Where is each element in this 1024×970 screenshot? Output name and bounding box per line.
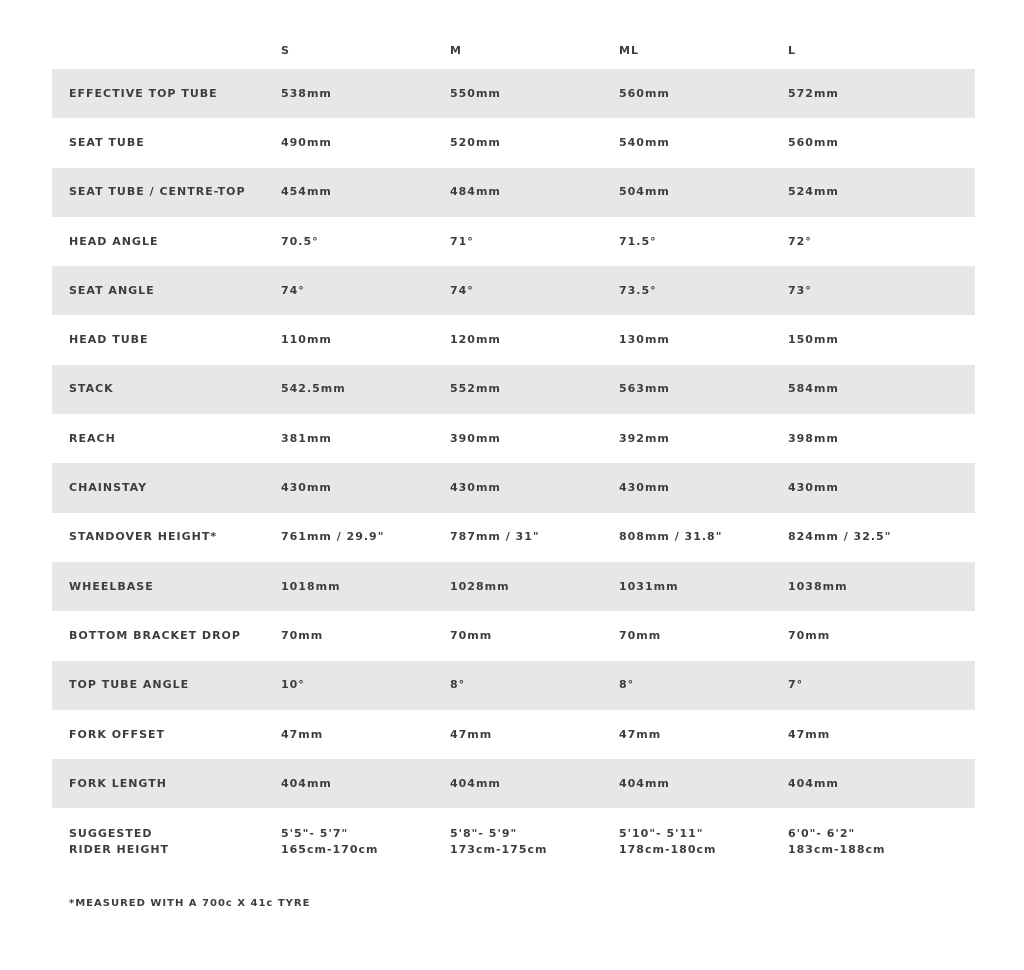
row-label: SEAT ANGLE xyxy=(69,283,155,297)
rider-height-imperial: 5'10"- 5'11" xyxy=(619,826,704,840)
row-value: 71.5° xyxy=(619,234,657,248)
rider-height-metric: 178cm-180cm xyxy=(619,842,717,856)
row-label: BOTTOM BRACKET DROP xyxy=(69,628,241,642)
footnote: *MEASURED WITH A 700c X 41c TYRE xyxy=(69,898,311,909)
table-row xyxy=(52,69,975,118)
row-value: 520mm xyxy=(450,135,501,149)
row-value: 70mm xyxy=(450,628,493,642)
row-value: 71° xyxy=(450,234,474,248)
size-header-ml: ML xyxy=(619,43,639,57)
rider-height-metric: 183cm-188cm xyxy=(788,842,886,856)
table-row xyxy=(52,414,975,463)
row-value: 550mm xyxy=(450,86,501,100)
rider-height-imperial: 5'5"- 5'7" xyxy=(281,826,349,840)
table-row xyxy=(52,365,975,414)
table-row xyxy=(52,710,975,759)
header-spacer xyxy=(52,49,281,51)
row-value: 7° xyxy=(788,678,804,692)
row-value: 70mm xyxy=(281,628,324,642)
row-value: 110mm xyxy=(281,333,332,347)
table-row xyxy=(52,217,975,266)
row-value: 390mm xyxy=(450,431,501,445)
row-label: FORK OFFSET xyxy=(69,727,166,741)
row-value: 70.5° xyxy=(281,234,319,248)
row-label: STANDOVER HEIGHT* xyxy=(69,530,218,544)
table-row xyxy=(52,266,975,315)
row-label: HEAD TUBE xyxy=(69,333,149,347)
row-label: SEAT TUBE / CENTRE-TOP xyxy=(69,185,246,199)
rider-height-imperial: 6'0"- 6'2" xyxy=(788,826,856,840)
row-label: WHEELBASE xyxy=(69,579,154,593)
row-value: 47mm xyxy=(619,727,662,741)
row-value: 584mm xyxy=(788,382,839,396)
row-label: TOP TUBE ANGLE xyxy=(69,678,190,692)
row-value: 1031mm xyxy=(619,579,679,593)
row-value: 404mm xyxy=(450,776,501,790)
rider-height-metric: 165cm-170cm xyxy=(281,842,379,856)
row-value: 504mm xyxy=(619,185,670,199)
rider-height-imperial: 5'8"- 5'9" xyxy=(450,826,518,840)
row-value: 404mm xyxy=(619,776,670,790)
row-value: 130mm xyxy=(619,333,670,347)
table-row xyxy=(52,315,975,364)
rider-height-label-line2: RIDER HEIGHT xyxy=(69,842,170,856)
row-value: 524mm xyxy=(788,185,839,199)
row-value: 8° xyxy=(450,678,466,692)
row-value: 70mm xyxy=(788,628,831,642)
row-value: 1028mm xyxy=(450,579,510,593)
row-value: 120mm xyxy=(450,333,501,347)
table-row xyxy=(52,759,975,808)
rider-height-ml xyxy=(619,826,788,858)
row-value: 73.5° xyxy=(619,283,657,297)
row-value: 430mm xyxy=(619,481,670,495)
row-value: 490mm xyxy=(281,135,332,149)
rider-height-l xyxy=(788,826,944,858)
row-value: 73° xyxy=(788,283,812,297)
row-value: 430mm xyxy=(450,481,501,495)
geometry-table xyxy=(52,30,975,875)
size-header-s: S xyxy=(281,43,290,57)
row-label: EFFECTIVE TOP TUBE xyxy=(69,86,218,100)
row-value: 560mm xyxy=(619,86,670,100)
row-value: 538mm xyxy=(281,86,332,100)
row-value: 392mm xyxy=(619,431,670,445)
row-value: 430mm xyxy=(788,481,839,495)
row-value: 484mm xyxy=(450,185,501,199)
row-value: 381mm xyxy=(281,431,332,445)
row-value: 1018mm xyxy=(281,579,341,593)
row-value: 808mm / 31.8" xyxy=(619,530,723,544)
row-value: 572mm xyxy=(788,86,839,100)
rider-height-metric: 173cm-175cm xyxy=(450,842,548,856)
table-row xyxy=(52,168,975,217)
table-row xyxy=(52,463,975,512)
row-value: 398mm xyxy=(788,431,839,445)
row-value: 47mm xyxy=(788,727,831,741)
row-value: 552mm xyxy=(450,382,501,396)
row-label: STACK xyxy=(69,382,114,396)
table-row xyxy=(52,562,975,611)
row-value: 72° xyxy=(788,234,812,248)
row-value: 150mm xyxy=(788,333,839,347)
size-header-m: M xyxy=(450,43,462,57)
rider-height-label xyxy=(52,826,281,858)
row-label: FORK LENGTH xyxy=(69,776,167,790)
table-row xyxy=(52,611,975,660)
row-value: 563mm xyxy=(619,382,670,396)
row-value: 47mm xyxy=(281,727,324,741)
row-value: 47mm xyxy=(450,727,493,741)
row-value: 824mm / 32.5" xyxy=(788,530,892,544)
table-row xyxy=(52,513,975,562)
row-value: 761mm / 29.9" xyxy=(281,530,385,544)
rider-height-row xyxy=(52,808,975,875)
row-value: 8° xyxy=(619,678,635,692)
row-value: 1038mm xyxy=(788,579,848,593)
row-value: 74° xyxy=(281,283,305,297)
row-value: 540mm xyxy=(619,135,670,149)
row-value: 542.5mm xyxy=(281,382,346,396)
size-header-row xyxy=(52,30,975,69)
rider-height-label-line1: SUGGESTED xyxy=(69,826,153,840)
row-value: 404mm xyxy=(281,776,332,790)
row-value: 404mm xyxy=(788,776,839,790)
row-label: CHAINSTAY xyxy=(69,481,148,495)
row-value: 74° xyxy=(450,283,474,297)
table-row xyxy=(52,661,975,710)
table-row xyxy=(52,118,975,167)
row-label: SEAT TUBE xyxy=(69,135,145,149)
rider-height-m xyxy=(450,826,619,858)
row-label: REACH xyxy=(69,431,116,445)
row-value: 70mm xyxy=(619,628,662,642)
row-value: 430mm xyxy=(281,481,332,495)
row-value: 10° xyxy=(281,678,305,692)
size-header-l: L xyxy=(788,43,797,57)
row-value: 560mm xyxy=(788,135,839,149)
row-label: HEAD ANGLE xyxy=(69,234,159,248)
rider-height-s xyxy=(281,826,450,858)
row-value: 454mm xyxy=(281,185,332,199)
row-value: 787mm / 31" xyxy=(450,530,540,544)
